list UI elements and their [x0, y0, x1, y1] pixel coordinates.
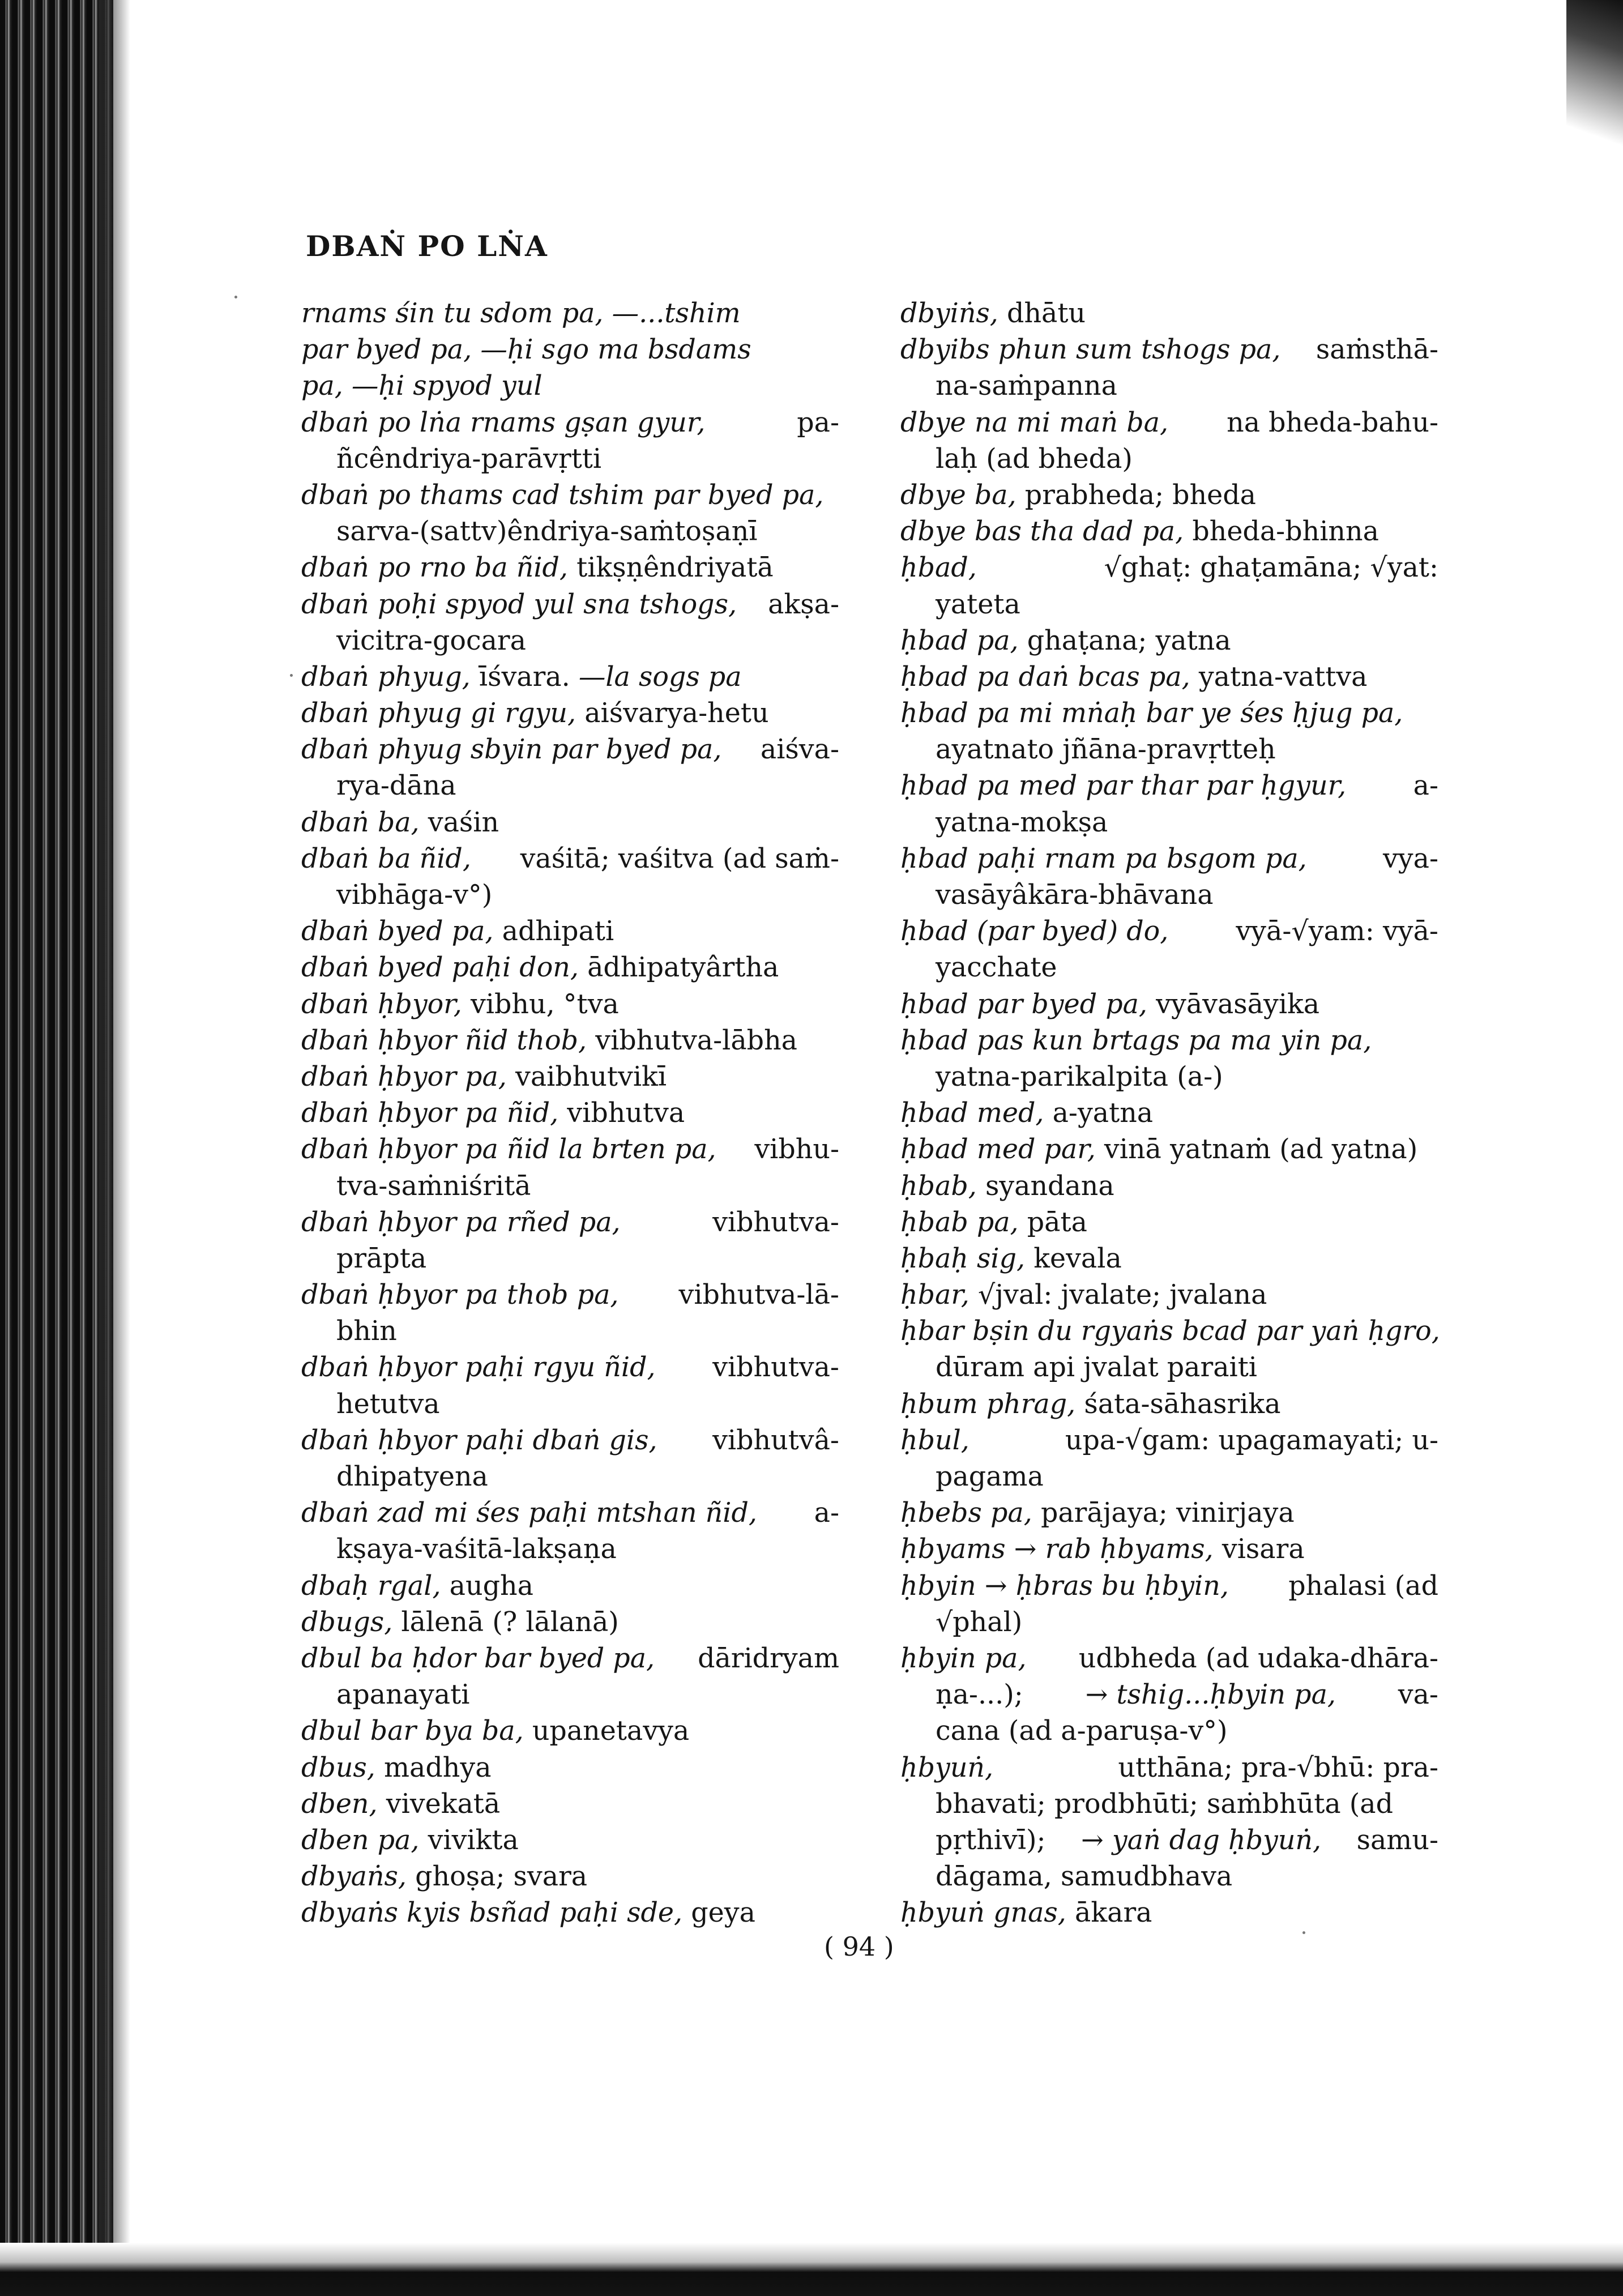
sanskrit-equivalent: pāta [1027, 1206, 1087, 1238]
tibetan-term: par byed pa, [301, 334, 472, 366]
sanskrit-equivalent: sarva-(sattv)êndriya-saṁtoṣaṇī [336, 516, 758, 548]
sanskrit-equivalent: kṣaya-vaśitā-lakṣaṇa [336, 1534, 617, 1565]
dictionary-entry [301, 1205, 839, 1241]
entry-continuation [900, 1823, 1438, 1859]
sanskrit-equivalent: yacchate [936, 952, 1057, 984]
tibetan-term: ḥbad pa med par thar par ḥgyur, [900, 770, 1347, 802]
dictionary-entry [301, 1895, 839, 1931]
entry-continuation [301, 1313, 839, 1350]
dictionary-entry [301, 695, 839, 732]
tibetan-term: dben, [301, 1788, 378, 1820]
tibetan-term: dbaṅ ḥbyor paḥi dbaṅ gis, [301, 1424, 657, 1456]
sanskrit-equivalent: vasāyâkāra-bhāvana [936, 880, 1214, 911]
dictionary-entry [301, 1713, 839, 1749]
sanskrit-equivalent: yatna-mokṣa [936, 806, 1108, 838]
entry-continuation [301, 514, 839, 550]
dictionary-entry [900, 1895, 1438, 1931]
sanskrit-equivalent: upa-√gam: upagamayati; u- [1065, 1424, 1438, 1456]
tibetan-term: dbaṅ po rno ba ñid, [301, 552, 569, 584]
dictionary-entry [900, 550, 1438, 586]
sanskrit-equivalent: vibhutva-lābha [595, 1025, 797, 1056]
tibetan-term: ḥbad pa mi mṅaḥ bar ye śes ḥjug pa, [900, 698, 1403, 729]
dictionary-entry [900, 695, 1438, 732]
tibetan-term: dbaṅ ḥbyor pa rñed pa, [301, 1206, 621, 1238]
sanskrit-equivalent: vibhutva- [712, 1206, 839, 1238]
tibetan-term: dbaṅ ḥbyor pa ñid, [301, 1098, 559, 1129]
tibetan-term: dbyaṅs, [301, 1861, 407, 1893]
tibetan-term: ḥbar, [900, 1279, 969, 1311]
tibetan-term: dbyiṅs, [900, 298, 998, 329]
dictionary-entry [301, 914, 839, 950]
dictionary-entry [900, 1531, 1438, 1568]
dictionary-entry [301, 987, 839, 1023]
sanskrit-equivalent: utthāna; pra-√bhū: pra- [1118, 1752, 1438, 1783]
page-corner-shadow [1566, 0, 1623, 215]
tibetan-term: ḥbaḥ sig, [900, 1243, 1026, 1274]
dictionary-entry [900, 1168, 1438, 1205]
entry-continuation [900, 950, 1438, 986]
sanskrit-equivalent: geya [691, 1897, 755, 1929]
dictionary-entry [301, 1023, 839, 1059]
sanskrit-equivalent: kevala [1033, 1243, 1122, 1274]
sanskrit-equivalent: dhātu [1007, 298, 1086, 329]
sanskrit-equivalent: bheda-bhinna [1192, 516, 1379, 548]
tibetan-term: dbaṅ phyug, [301, 661, 471, 693]
page-number: ( 94 ) [824, 1931, 894, 1962]
sanskrit-equivalent: √ghaṭ: ghaṭamāna; √yat: [1104, 552, 1438, 584]
sanskrit-equivalent: aiśvarya-hetu [584, 698, 769, 729]
dictionary-entry [900, 1495, 1438, 1531]
entry-continuation [900, 368, 1438, 404]
tibetan-term: dbye ba, [900, 479, 1016, 511]
tibetan-term: ḥbad pas kun brtags pa ma yin pa, [900, 1025, 1372, 1056]
sanskrit-equivalent: pa- [797, 407, 839, 438]
tibetan-term: dbaṅ ḥbyor, [301, 988, 462, 1020]
entry-continuation [900, 1786, 1438, 1823]
tibetan-term: dbye bas tha dad pa, [900, 516, 1184, 548]
tibetan-term: ḥbul, [900, 1424, 969, 1456]
dictionary-entry [301, 1495, 839, 1531]
sanskrit-equivalent: aiśva- [760, 734, 839, 766]
sanskrit-equivalent: vibhutva [567, 1098, 685, 1129]
sanskrit-equivalent: dāridryam [698, 1642, 839, 1674]
dictionary-entry [900, 1205, 1438, 1241]
tibetan-term: —la sogs pa [578, 661, 742, 693]
sanskrit-equivalent: akṣa- [768, 588, 839, 620]
tibetan-term: ḥbebs pa, [900, 1497, 1032, 1529]
dictionary-entry [301, 1823, 839, 1859]
dictionary-entry [900, 1750, 1438, 1786]
sanskrit-equivalent: phalasi (ad [1288, 1570, 1438, 1602]
sanskrit-equivalent: vyāvasāyika [1156, 988, 1320, 1020]
tibetan-term: dben pa, [301, 1824, 420, 1856]
running-header: DBAṄ PO LṄA [306, 229, 548, 263]
dictionary-entry [301, 1568, 839, 1604]
tibetan-term: dbaṅ byed pa, [301, 916, 494, 948]
sanskrit-equivalent: laḥ (ad bheda) [936, 443, 1133, 475]
sanskrit-equivalent: ādhipatyârtha [587, 952, 779, 984]
dictionary-entry [900, 1313, 1438, 1350]
tibetan-term: —...tshim [612, 298, 741, 329]
sanskrit-equivalent: a- [814, 1497, 839, 1529]
sanskrit-equivalent: vibhutvâ- [712, 1424, 839, 1456]
entry-continuation [301, 1459, 839, 1495]
tibetan-term: ḥbab, [900, 1170, 977, 1202]
sanskrit-equivalent: vibhu, °tva [470, 988, 619, 1020]
dictionary-entry [900, 659, 1438, 695]
tibetan-term: —ḥi sgo ma bsdams [480, 334, 751, 366]
tibetan-term: dbaṅ ba ñid, [301, 843, 471, 874]
sanskrit-equivalent: upanetavya [532, 1715, 690, 1747]
dictionary-entry [301, 587, 839, 623]
dictionary-entry [301, 1095, 839, 1132]
dictionary-entry [900, 987, 1438, 1023]
sanskrit-equivalent: adhipati [502, 916, 614, 948]
tibetan-term: dbaṅ ḥbyor paḥi rgyu ñid, [301, 1352, 656, 1384]
sanskrit-equivalent: √jval: jvalate; jvalana [978, 1279, 1267, 1311]
sanskrit-equivalent: ākara [1075, 1897, 1152, 1929]
tibetan-term: dbaṅ ḥbyor pa ñid la brten pa, [301, 1134, 716, 1166]
sanskrit-equivalent: dāgama, samudbhava [936, 1861, 1233, 1893]
tibetan-term: dbye na mi maṅ ba, [900, 407, 1169, 438]
sanskrit-equivalent: lālenā (? lālanā) [401, 1606, 619, 1638]
sanskrit-equivalent: bhin [336, 1316, 397, 1347]
entry-continuation [900, 1677, 1438, 1713]
sanskrit-equivalent: ñcêndriya-parāvṛtti [336, 443, 602, 475]
entry-continuation [301, 1168, 839, 1205]
dictionary-entry [900, 1241, 1438, 1277]
dictionary-entry [301, 1750, 839, 1786]
dictionary-entry [900, 1277, 1438, 1313]
tibetan-term: dbugs, [301, 1606, 393, 1638]
tibetan-term: ḥbad (par byed) do, [900, 916, 1169, 948]
entry-continuation [900, 805, 1438, 841]
sanskrit-equivalent: rya-dāna [336, 770, 456, 802]
tibetan-term: dbyaṅs kyis bsñad paḥi sde, [301, 1897, 683, 1929]
dictionary-entry [301, 1423, 839, 1459]
dictionary-entry [900, 296, 1438, 332]
dictionary-entry [900, 405, 1438, 441]
entry-continuation [301, 1386, 839, 1423]
tibetan-term: ḥbad med, [900, 1098, 1044, 1129]
right-column [900, 296, 1438, 1931]
entry-continuation [900, 732, 1438, 768]
tibetan-term: dbaṅ ḥbyor ñid thob, [301, 1025, 587, 1056]
sanskrit-equivalent: bhavati; prodbhūti; saṁbhūta (ad [936, 1788, 1394, 1820]
tibetan-term: dbaṅ byed paḥi don, [301, 952, 579, 984]
tibetan-term: dbus, [301, 1752, 375, 1783]
tibetan-term: dbaṅ ḥbyor pa thob pa, [301, 1279, 619, 1311]
sanskrit-equivalent: pagama [936, 1461, 1044, 1492]
tibetan-term: dbaḥ rgal, [301, 1570, 441, 1602]
scan-speck [1302, 1931, 1305, 1934]
sanskrit-equivalent: madhya [384, 1752, 492, 1783]
tibetan-term: ḥbad pa daṅ bcas pa, [900, 661, 1190, 693]
entry-continuation [900, 587, 1438, 623]
dictionary-entry [900, 1386, 1438, 1423]
tibetan-term: ḥbad paḥi rnam pa bsgom pa, [900, 843, 1307, 874]
tibetan-term: ḥbum phrag, [900, 1388, 1076, 1420]
tibetan-term: ḥbad par byed pa, [900, 988, 1148, 1020]
entry-continuation [900, 1059, 1438, 1095]
dictionary-entry [301, 1604, 839, 1641]
dictionary-entry [301, 805, 839, 841]
sanskrit-equivalent: ghoṣa; svara [415, 1861, 588, 1893]
dictionary-entry [301, 368, 839, 404]
dictionary-entry [900, 768, 1438, 804]
sanskrit-equivalent: vaśitā; vaśitva (ad saṁ- [520, 843, 839, 874]
sanskrit-equivalent: ayatnato jñāna-pravṛtteḥ [936, 734, 1276, 766]
tibetan-term: dbaṅ po lṅa rnams gṣan gyur, [301, 407, 706, 438]
sanskrit-equivalent: na bheda-bahu- [1227, 407, 1438, 438]
entry-continuation [900, 1604, 1438, 1641]
tibetan-term: ḥbad med par, [900, 1134, 1096, 1166]
sanskrit-equivalent: ṇa-...); [936, 1679, 1023, 1711]
dictionary-entry [301, 1059, 839, 1095]
dictionary-entry [301, 296, 839, 332]
dictionary-entry [900, 623, 1438, 659]
tibetan-term: dbyibs phun sum tshogs pa, [900, 334, 1281, 366]
tibetan-term: dbaṅ phyug gi rgyu, [301, 698, 576, 729]
dictionary-entry [900, 1423, 1438, 1459]
sanskrit-equivalent: ghaṭana; yatna [1027, 625, 1231, 656]
dictionary-entry [900, 514, 1438, 550]
entry-continuation [900, 441, 1438, 477]
tibetan-term: ḥbad pa, [900, 625, 1019, 656]
sanskrit-equivalent: vibhu- [754, 1134, 839, 1166]
sanskrit-equivalent: vya- [1382, 843, 1438, 874]
tibetan-term: dbul bar bya ba, [301, 1715, 524, 1747]
entry-continuation [301, 623, 839, 659]
dictionary-entry [301, 1859, 839, 1895]
sanskrit-equivalent: tva-saṁniśritā [336, 1170, 531, 1202]
dictionary-entry [301, 332, 839, 368]
dictionary-entry [900, 1641, 1438, 1677]
sanskrit-equivalent: vibhutva- [712, 1352, 839, 1384]
scan-speck [290, 674, 293, 677]
entry-continuation [301, 1531, 839, 1568]
tibetan-term: dbaṅ po thams cad tshim par byed pa, [301, 479, 824, 511]
tibetan-term: dbaṅ phyug sbyin par byed pa, [301, 734, 722, 766]
sanskrit-equivalent: vibhutva-lā- [678, 1279, 839, 1311]
dictionary-entry [900, 1132, 1438, 1168]
sanskrit-equivalent: vaibhutvikī [515, 1061, 667, 1092]
dictionary-entry [301, 477, 839, 514]
sanskrit-equivalent: vivikta [428, 1824, 519, 1856]
scan-bottom-edge [0, 2243, 1623, 2296]
sanskrit-equivalent: vaśin [428, 806, 499, 838]
tibetan-term: ḥbad, [900, 552, 977, 584]
gutter-shadow [99, 0, 130, 2296]
scan-speck [234, 296, 237, 298]
dictionary-entry [900, 477, 1438, 514]
sanskrit-equivalent: hetutva [336, 1388, 440, 1420]
dictionary-entry [900, 1095, 1438, 1132]
sanskrit-equivalent: vyā-√yam: vyā- [1236, 916, 1438, 948]
sanskrit-equivalent: tikṣṇêndriyatā [576, 552, 774, 584]
sanskrit-equivalent: na-saṁpanna [936, 370, 1117, 402]
tibetan-term: pa, —ḥi spyod yul [301, 370, 543, 402]
dictionary-entry [900, 1023, 1438, 1059]
dictionary-entry [301, 1786, 839, 1823]
dictionary-entry [301, 1277, 839, 1313]
sanskrit-equivalent: √phal) [936, 1606, 1023, 1638]
sanskrit-equivalent: cana (ad a-paruṣa-v°) [936, 1715, 1228, 1747]
sanskrit-equivalent: vinā yatnaṁ (ad yatna) [1104, 1134, 1418, 1166]
sanskrit-equivalent: dhipatyena [336, 1461, 488, 1492]
sanskrit-equivalent: a-yatna [1052, 1098, 1154, 1129]
entry-continuation [900, 1713, 1438, 1749]
dictionary-entry [301, 1641, 839, 1677]
tibetan-term: dbaṅ ḥbyor pa, [301, 1061, 507, 1092]
sanskrit-equivalent: yatna-parikalpita (a-) [936, 1061, 1223, 1092]
book-gutter [0, 0, 113, 2296]
sanskrit-equivalent: visara [1221, 1534, 1305, 1565]
entry-continuation [301, 1241, 839, 1277]
tibetan-term: ḥbyin pa, [900, 1642, 1027, 1674]
tibetan-term: dbaṅ ba, [301, 806, 420, 838]
dictionary-entry [301, 405, 839, 441]
sanskrit-equivalent: īśvara. [479, 661, 570, 693]
sanskrit-equivalent: śata-sāhasrika [1084, 1388, 1281, 1420]
tibetan-term: dbul ba ḥdor bar byed pa, [301, 1642, 655, 1674]
sanskrit-equivalent: yatna-vattva [1198, 661, 1368, 693]
sanskrit-equivalent: va- [1398, 1679, 1438, 1711]
sanskrit-equivalent: yateta [936, 588, 1020, 620]
sanskrit-equivalent: apanayati [336, 1679, 470, 1711]
dictionary-entry [900, 1568, 1438, 1604]
sanskrit-equivalent: saṁsthā- [1316, 334, 1438, 366]
sanskrit-equivalent: syandana [985, 1170, 1114, 1202]
left-column [301, 296, 839, 1931]
sanskrit-equivalent: parājaya; vinirjaya [1040, 1497, 1295, 1529]
tibetan-term: ḥbyin → ḥbras bu ḥbyin, [900, 1570, 1229, 1602]
sanskrit-equivalent: prabheda; bheda [1024, 479, 1256, 511]
sanskrit-equivalent: vivekatā [386, 1788, 501, 1820]
dictionary-entry [301, 950, 839, 986]
dictionary-entry [301, 1350, 839, 1386]
tibetan-term: ḥbab pa, [900, 1206, 1019, 1238]
tibetan-term: rnams śin tu sdom pa, [301, 298, 604, 329]
sanskrit-equivalent: prāpta [336, 1243, 427, 1274]
dictionary-entry [301, 659, 839, 695]
tibetan-term: ḥbyams → rab ḥbyams, [900, 1534, 1214, 1565]
entry-continuation [301, 441, 839, 477]
tibetan-term: ḥbar bṣin du rgyaṅs bcad par yaṅ ḥgro, [900, 1316, 1440, 1347]
entry-continuation [301, 1677, 839, 1713]
entry-continuation [900, 1859, 1438, 1895]
dictionary-entry [900, 841, 1438, 877]
tibetan-term: → tshig...ḥbyin pa, [1085, 1679, 1336, 1711]
tibetan-term: → yaṅ dag ḥbyuṅ, [1081, 1824, 1322, 1856]
sanskrit-equivalent: dūram api jvalat paraiti [936, 1352, 1257, 1384]
sanskrit-equivalent: a- [1413, 770, 1438, 802]
entry-continuation [301, 768, 839, 804]
dictionary-entry [301, 550, 839, 586]
sanskrit-equivalent: udbheda (ad udaka-dhāra- [1078, 1642, 1438, 1674]
dictionary-entry [900, 914, 1438, 950]
tibetan-term: dbaṅ poḥi spyod yul sna tshogs, [301, 588, 737, 620]
entry-continuation [900, 1350, 1438, 1386]
dictionary-entry [301, 732, 839, 768]
entry-continuation [900, 1459, 1438, 1495]
dictionary-entry [900, 332, 1438, 368]
sanskrit-equivalent: augha [449, 1570, 533, 1602]
sanskrit-equivalent: samu- [1356, 1824, 1438, 1856]
entry-continuation [301, 877, 839, 914]
sanskrit-equivalent: vicitra-gocara [336, 625, 526, 656]
sanskrit-equivalent: vibhāga-v°) [336, 880, 493, 911]
dictionary-entry [301, 841, 839, 877]
tibetan-term: dbaṅ zad mi śes paḥi mtshan ñid, [301, 1497, 757, 1529]
sanskrit-equivalent: pṛthivī); [936, 1824, 1046, 1856]
entry-continuation [900, 877, 1438, 914]
tibetan-term: ḥbyuṅ gnas, [900, 1897, 1066, 1929]
dictionary-entry [301, 1132, 839, 1168]
tibetan-term: ḥbyuṅ, [900, 1752, 994, 1783]
